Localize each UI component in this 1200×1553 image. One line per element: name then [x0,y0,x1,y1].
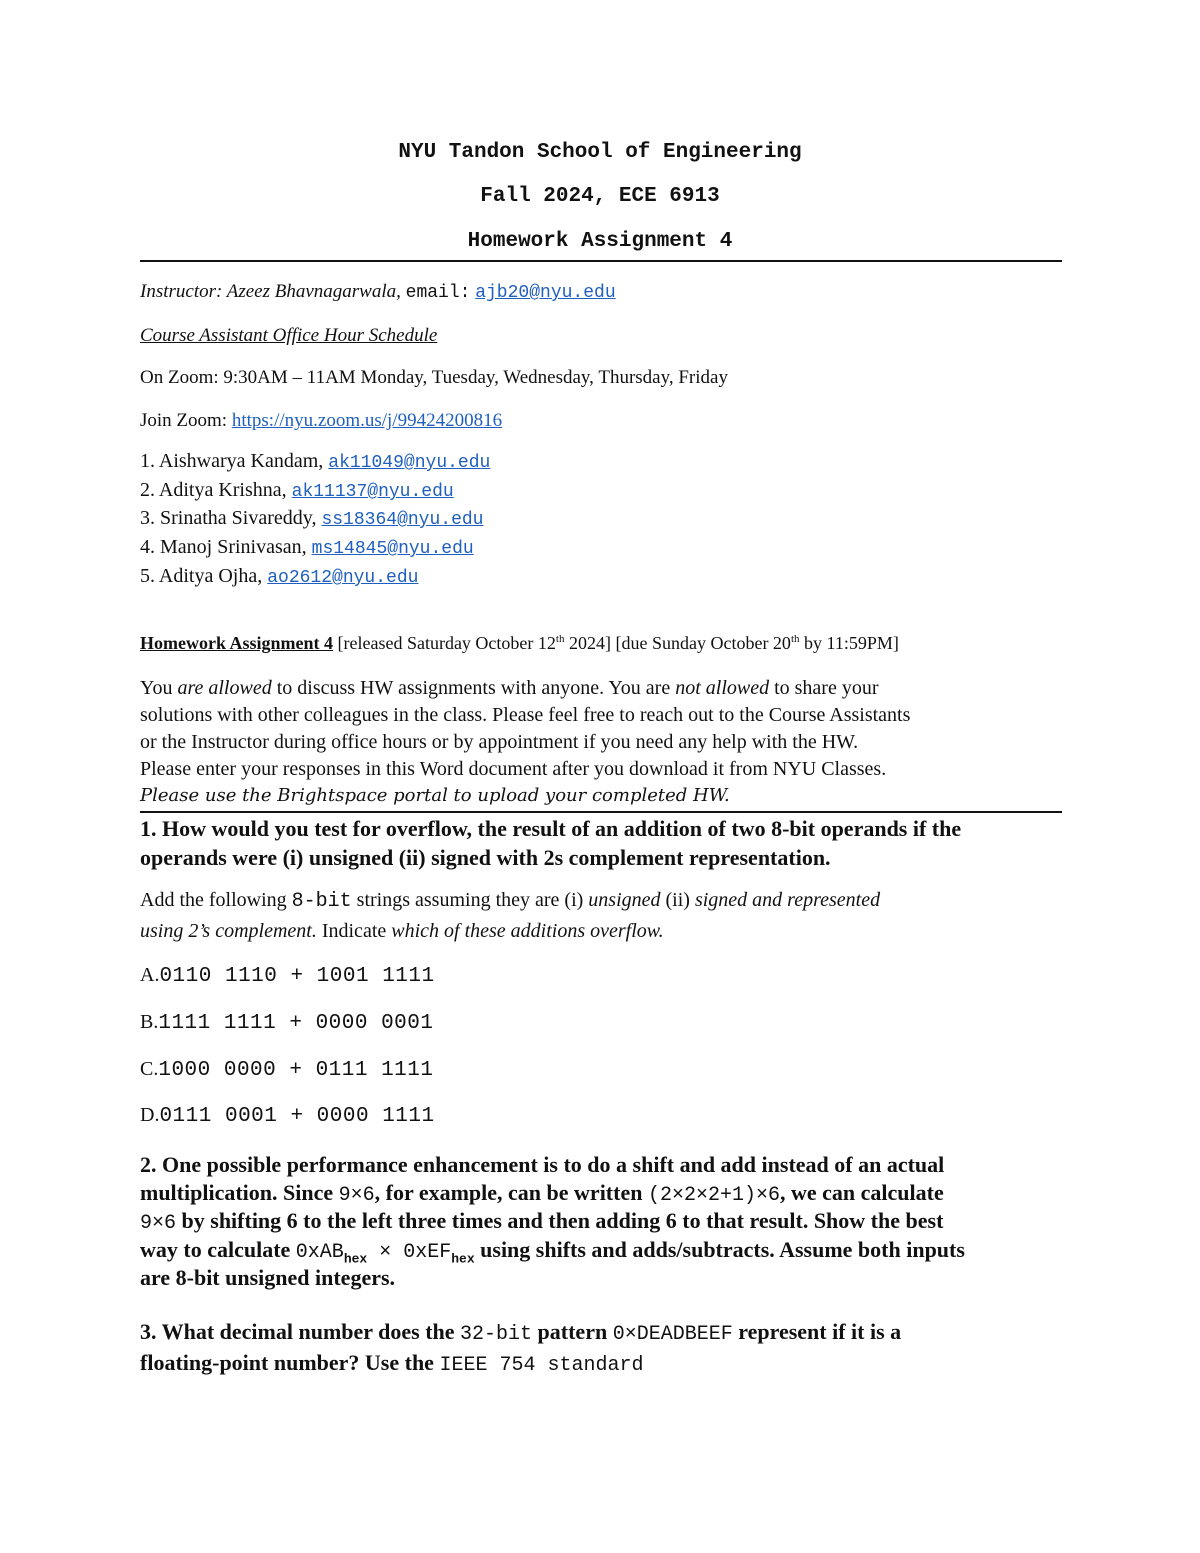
q3-code: 32-bit [460,1323,533,1346]
q2-code: (2×2×2+1)×6 [647,1184,780,1207]
q2-text: , we can calculate [780,1180,944,1205]
q1-option-b [140,1011,434,1035]
assignment-heading: Homework Assignment 4 [140,633,333,653]
list-item [140,450,490,473]
q2-line-3 [140,1206,943,1238]
assignment-title: Homework Assignment 4 [467,230,733,253]
policy-emphasis: are allowed [177,677,272,699]
assistant-email-link[interactable]: ss18364@nyu.edu [321,510,484,530]
q1-text: How would you test for overflow, the result of an addition of two 8-bit operands if the [156,816,962,841]
zoom-hours: On Zoom: 9:30AM – 11AM Monday, Tuesday, Wednesday, Thursday, Friday [140,367,728,388]
list-item [140,565,418,588]
assistant-name: 1. Aishwarya Kandam, [140,450,329,472]
q2-line-5: are 8-bit unsigned integers. [140,1265,396,1290]
policy-text: to share your [769,677,879,699]
join-zoom-link[interactable]: https://nyu.zoom.us/j/99424200816 [231,410,503,431]
q2-code: × 0xEF [367,1241,452,1264]
q1-instr-text: Add the following [140,889,292,911]
q3-line-1 [140,1317,901,1349]
assistant-name: 4. Manoj Srinivasan, [140,536,312,558]
q1-instr-text: strings assuming they are (i) [351,889,589,911]
option-expression: 0110 1110 + 1001 1111 [159,965,435,988]
q2-text: One possible performance enhancement is to do a shift and add instead of an actual [156,1152,945,1177]
assistant-email-link[interactable]: ak11137@nyu.edu [291,482,454,502]
join-zoom-label: Join Zoom: [140,410,232,431]
policy-line-2: solutions with other colleagues in the class. Please feel free to reach out to the Course Assistants [140,704,911,726]
q1-instr-emphasis: signed and represented [694,889,881,911]
q1-instructions-1 [140,889,880,913]
q2-text: multiplication. Since [140,1180,339,1205]
option-expression: 0111 0001 + 0000 1111 [159,1105,435,1128]
q2-line-1 [140,1150,944,1179]
q2-code: 9×6 [140,1212,177,1235]
policy-line-4: Please enter your responses in this Word document after you download it from NYU Classes. [140,758,887,780]
q2-subscript: hex [343,1251,368,1267]
option-label: A. [140,964,160,986]
q1-instr-emphasis: which of these additions overflow [391,920,659,942]
q3-text: represent if it is a [732,1319,902,1344]
join-zoom-line [140,410,502,432]
list-item [140,536,474,559]
email-label: email: [405,283,471,303]
assistant-name: 2. Aditya Krishna, [140,479,292,501]
assistant-email-link[interactable]: ms14845@nyu.edu [311,539,474,559]
q2-code: 9×6 [338,1184,375,1207]
list-item [140,507,483,530]
q3-code: 0×DEADBEEF [612,1323,733,1346]
list-item [140,479,454,502]
policy-divider [140,811,1062,813]
q1-line-2: operands were (i) unsigned (ii) signed with 2s complement representation. [140,845,831,870]
q2-text: using shifts and adds/subtracts. Assume both inputs [474,1237,965,1262]
policy-line-1 [140,677,879,700]
assistant-name: 5. Aditya Ojha, [140,565,268,587]
option-label: C. [140,1058,159,1080]
header-divider [140,260,1062,262]
option-expression: 1000 0000 + 0111 1111 [158,1059,434,1082]
q1-option-c [140,1058,434,1082]
q1-instr-emphasis: using 2’s complement. [140,920,317,942]
policy-text: to discuss HW assignments with anyone. You are [271,677,676,699]
q1-instr-text: Indicate [316,920,392,942]
option-label: D. [140,1104,160,1126]
assistant-email-link[interactable]: ak11049@nyu.edu [328,453,491,473]
q2-text: way to calculate [140,1237,296,1262]
q3-text: What decimal number does the [156,1319,461,1344]
school-name: NYU Tandon School of Engineering [398,141,802,164]
release-sup: th [555,633,565,645]
q3-text: floating-point number? Use the [140,1350,440,1375]
assistant-name: 3. Srinatha Sivareddy, [140,507,322,529]
release-text: [released Saturday October 12 [333,633,556,653]
schedule-heading: Course Assistant Office Hour Schedule [140,325,438,346]
option-expression: 1111 1111 + 0000 0001 [158,1012,434,1035]
policy-emphasis: not allowed [675,677,770,699]
q2-text: , for example, can be written [374,1180,648,1205]
q3-text: pattern [532,1319,613,1344]
q1-instructions-2 [140,920,664,943]
assignment-dates [140,633,899,654]
assistant-email-link[interactable]: ao2612@nyu.edu [267,568,419,588]
instructor-line [140,281,616,303]
instructor-label: Instructor: Azeez Bhavnagarwala, [140,281,401,302]
due-sup: th [790,633,800,645]
option-label: B. [140,1011,159,1033]
q1-number: 1. [140,816,157,841]
policy-line-3: or the Instructor during office hours or by appointment if you need any help with the HW. [140,731,859,753]
q2-code: 0xAB [295,1241,344,1264]
q1-instr-emphasis: unsigned [588,889,661,911]
q1-instr-text: (ii) [660,889,695,911]
q2-subscript: hex [451,1251,475,1267]
due-time: by 11:59PM] [799,633,899,653]
policy-line-5: Please use the Brightspace portal to upload your completed HW. [140,785,730,806]
q1-option-a [140,964,435,988]
q1-option-d [140,1104,435,1128]
course-term: Fall 2024, ECE 6913 [480,185,720,208]
q3-line-2 [140,1348,644,1380]
q3-number: 3. [140,1319,157,1344]
policy-text: You [140,677,178,699]
q1-instr-code: 8-bit [291,890,352,913]
q1-instr-text: . [658,920,664,942]
q2-text: by shifting 6 to the left three times and then adding 6 to that result. Show the best [176,1208,944,1233]
q2-number: 2. [140,1152,157,1177]
due-text: 2024] [due Sunday October 20 [564,633,791,653]
q3-code: IEEE 754 standard [439,1354,644,1377]
instructor-email-link[interactable]: ajb20@nyu.edu [475,283,616,303]
q1-line-1 [140,814,961,843]
